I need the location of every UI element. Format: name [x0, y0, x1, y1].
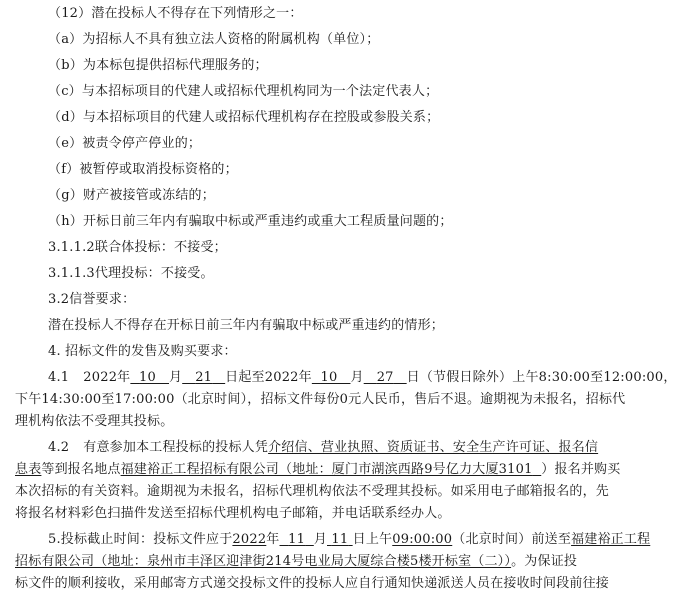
year: 2022 [264, 370, 299, 385]
text: 年 [298, 370, 312, 385]
list-item-g: （g）财产被接管或冻结的； [48, 188, 215, 203]
list-item-b: （b）为本标包提供招标代理服务的； [48, 58, 268, 73]
clause-4-2-line-4: 将报名材料彩色扫描件发送至招标代理机构电子邮箱，并电话联系经办人。 [15, 506, 451, 521]
clause-12-heading: （12）潜在投标人不得存在下列情形之一： [48, 6, 303, 21]
text: 。为保证投 [511, 554, 578, 569]
text: 日上午 [352, 532, 393, 547]
clause-number: 4.1 [48, 370, 70, 385]
day-field [182, 370, 225, 385]
text: （北京时间）前送至 [452, 532, 572, 547]
month: 10 [320, 370, 338, 385]
list-item-e: （e）被责令停产停业的； [48, 136, 202, 151]
submission-place: 招标有限公司（地址：泉州市丰泽区迎津街214号电业局大厦综合楼5楼开标室（二）） [15, 554, 512, 569]
month: 10 [139, 370, 156, 385]
clause-4-1-line-3: 理机构依法不受理其投标。 [15, 414, 174, 429]
section-5-line-2 [15, 554, 577, 570]
year: 2022 [83, 370, 118, 385]
text: 有意参加本工程投标的投标人凭 [83, 440, 269, 455]
text: 月 [169, 370, 183, 385]
clause-3-1-1-2: 3.1.1.2联合体投标：不接受； [48, 240, 227, 255]
text: 5.投标截止时间：投标文件应于 [48, 532, 233, 547]
text: ）报名并购买 [541, 462, 621, 477]
agency-name: 福建裕正工程招标有限公司（地址：厦门市湖滨西路9号亿力大厦3101 [120, 462, 533, 477]
section-5-line-3: 标文件的顺利接收，采用邮寄方式递交投标文件的投标人应自行通知快递派送人员在接收时间段前往接 [15, 576, 610, 591]
clause-4-2-line-3: 本次招标的有关资料。逾期视为未报名，招标代理机构依法不受理其投标。如采用电子邮箱报名的，先 [15, 484, 610, 499]
list-item-f: （f）被暂停或取消投标资格的； [48, 162, 238, 177]
month-field [130, 370, 169, 385]
day: 21 [195, 370, 213, 385]
text: 月 [350, 370, 364, 385]
required-documents: 息表 [15, 462, 42, 477]
clause-4-1-line-2: 下午14:30:00至17:00:00（北京时间），招标文件每份0元人民币，售后不退。逾期视为未报名，招标代 [15, 392, 626, 407]
section-4-heading: 4. 招标文件的发售及购买要求： [48, 344, 237, 359]
required-documents: 介绍信、营业执照、资质证书、安全生产许可证、报名信 [268, 440, 599, 455]
text: 年 [117, 370, 131, 385]
clause-4-2-line-2 [15, 462, 620, 478]
clause-number: 4.2 [48, 440, 70, 455]
section-5-line-1 [48, 532, 650, 548]
text: 等到报名地点 [41, 462, 121, 477]
year: 2022 [232, 532, 267, 547]
clause-4-2-line-1 [48, 440, 598, 456]
clause-3-1-1-3: 3.1.1.3代理投标：不接受。 [48, 266, 214, 281]
text: 月 [313, 532, 327, 547]
month-field [312, 370, 351, 385]
day-field [327, 532, 353, 547]
list-item-h: （h）开标日前三年内有骗取中标或严重违约或重大工程质量问题的； [48, 214, 453, 229]
deadline-time: 09:00:00 [392, 532, 453, 547]
submission-place: 福建裕正工程 [571, 532, 651, 547]
agency-address [121, 462, 542, 477]
day: 27 [376, 370, 394, 385]
clause-3-2-heading: 3.2信誉要求： [48, 292, 136, 307]
text: 年 [266, 532, 280, 547]
text: 日（节假日除外）上午8:30:00至12:00:00， [406, 370, 677, 385]
day: 11 [331, 532, 349, 547]
clause-4-1-line-1 [48, 370, 677, 386]
day-field [364, 370, 407, 385]
list-item-d: （d）与本招标项目的代建人或招标代理机构存在控股或参股关系； [48, 110, 440, 125]
month: 11 [288, 532, 306, 547]
list-item-c: （c）与本招标项目的代建人或招标代理机构同为一个法定代表人； [48, 84, 439, 99]
clause-3-2-text: 潜在投标人不得存在开标日前三年内有骗取中标或严重违约的情形； [48, 318, 445, 333]
text: 日起至 [225, 370, 265, 385]
month-field [280, 532, 314, 547]
list-item-a: （a）为招标人不具有独立法人资格的附属机构（单位）； [48, 32, 380, 47]
